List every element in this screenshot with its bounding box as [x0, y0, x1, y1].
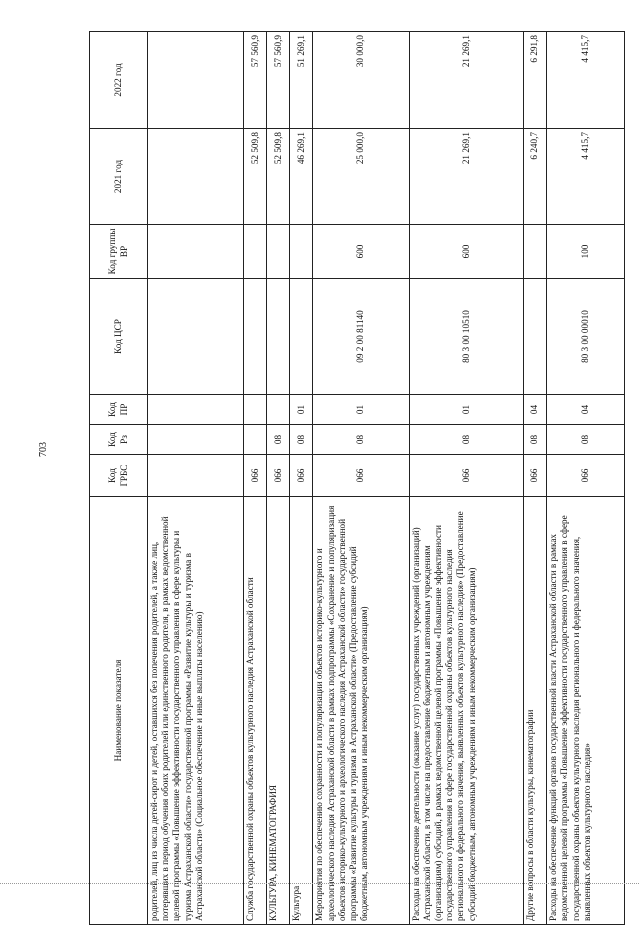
cell-grbs: 066	[267, 455, 290, 497]
cell-vr	[267, 225, 290, 279]
cell-csr: 80 3 00 10510	[409, 279, 523, 395]
header-csr: Код ЦСР	[90, 279, 148, 395]
table-row	[547, 32, 625, 925]
cell-name: Мероприятия по обеспечению сохранности и популяризации объектов историко-культурного и археологического наследия Астраханской области в рамках подпрограммы «Сохранение и популяризация объектов историко-культурного и археологического наследия Астраханской области» государственной программы «Развитие культуры и туризма в Астраханской области» (Предоставление субсидий бюджетным, автономным учреждениям и иным некоммерческим организациям)	[313, 497, 409, 925]
cell-grbs: 066	[547, 455, 625, 497]
cell-csr	[290, 279, 313, 395]
cell-pr: 01	[409, 395, 523, 425]
cell-name: Служба государственной охраны объектов культурного наследия Астраханской области	[244, 497, 267, 925]
cell-grbs	[148, 455, 244, 497]
cell-y2022	[148, 32, 244, 129]
cell-pr: 04	[523, 395, 546, 425]
header-pr: Код ПР	[90, 395, 148, 425]
cell-y2021: 21 269,1	[409, 129, 523, 225]
cell-vr: 600	[409, 225, 523, 279]
cell-pr: 04	[547, 395, 625, 425]
budget-table-rotated	[89, 32, 625, 925]
cell-name: Расходы на обеспечение деятельности (оказание услуг) государственных учреждений (организаций) Астраханской области, в том числе на предоставление бюджетным и автономным учреждениям (организациям) субсидий, в рамках ведомственной целевой программы «Повышение эффективности государственного управления в сфере государственной охраны объектов культурного наследия регионального и федерального значения, выявленных объектов культурного наследия» (Предоставление субсидий бюджетным, автономным учреждениям и иным некоммерческим организациям)	[409, 497, 523, 925]
cell-grbs: 066	[409, 455, 523, 497]
table-row	[409, 32, 523, 925]
table-row	[290, 32, 313, 925]
table-row	[244, 32, 267, 925]
cell-csr: 09 2 00 81140	[313, 279, 409, 395]
cell-rz: 08	[547, 425, 625, 455]
cell-pr: 01	[313, 395, 409, 425]
cell-vr	[290, 225, 313, 279]
cell-vr: 100	[547, 225, 625, 279]
cell-vr	[148, 225, 244, 279]
cell-grbs: 066	[523, 455, 546, 497]
cell-y2021: 52 509,8	[244, 129, 267, 225]
cell-vr	[244, 225, 267, 279]
cell-name: родителей, лиц из числа детей-сирот и детей, оставшихся без попечения родителей, а также лиц, потерявших в период обучения обоих родителей или единственного родителя, в рамках ведомственной целевой программы «Повышение эффективности государственного управления в сфере культуры и туризма Астраханской области» государственной программы «Развитие культуры и туризма в Астраханской области» (Социальное обеспечение и иные выплаты населению)	[148, 497, 244, 925]
table-row	[523, 32, 546, 925]
cell-rz: 08	[409, 425, 523, 455]
header-2021: 2021 год	[90, 129, 148, 225]
cell-name: Расходы на обеспечение функций органов государственной власти Астраханской области в рамках ведомственной целевой программы «Повышение эффективности государственного управления в сфере государственной охраны объектов культурного наследия регионального и федерального значения, выявленных объектов культурного наследия»	[547, 497, 625, 925]
cell-grbs: 066	[244, 455, 267, 497]
table-row	[148, 32, 244, 925]
cell-vr: 600	[313, 225, 409, 279]
cell-csr	[244, 279, 267, 395]
cell-y2022: 51 269,1	[290, 32, 313, 129]
cell-y2021: 25 000,0	[313, 129, 409, 225]
cell-y2022: 57 560,9	[267, 32, 290, 129]
header-grbs: Код ГРБС	[90, 455, 148, 497]
cell-rz: 08	[313, 425, 409, 455]
cell-y2022: 21 269,1	[409, 32, 523, 129]
header-rz: Код Рз	[90, 425, 148, 455]
cell-y2022: 57 560,9	[244, 32, 267, 129]
cell-y2021	[148, 129, 244, 225]
cell-pr	[148, 395, 244, 425]
header-vr: Код группы ВР	[90, 225, 148, 279]
cell-name: Другие вопросы в области культуры, кинематографии	[523, 497, 546, 925]
budget-table	[89, 31, 625, 925]
header-row	[90, 32, 148, 925]
cell-csr	[523, 279, 546, 395]
cell-rz	[148, 425, 244, 455]
cell-pr: 01	[290, 395, 313, 425]
cell-y2022: 30 000,0	[313, 32, 409, 129]
header-name: Наименование показателя	[90, 497, 148, 925]
cell-pr	[244, 395, 267, 425]
cell-grbs: 066	[313, 455, 409, 497]
cell-rz: 08	[523, 425, 546, 455]
cell-grbs: 066	[290, 455, 313, 497]
cell-csr: 80 3 00 00010	[547, 279, 625, 395]
cell-y2021: 46 269,1	[290, 129, 313, 225]
cell-y2021: 52 509,8	[267, 129, 290, 225]
header-2022: 2022 год	[90, 32, 148, 129]
cell-csr	[267, 279, 290, 395]
cell-csr	[148, 279, 244, 395]
cell-pr	[267, 395, 290, 425]
cell-name: Культура	[290, 497, 313, 925]
cell-vr	[523, 225, 546, 279]
page-number: 703	[38, 442, 49, 457]
cell-name: КУЛЬТУРА, КИНЕМАТОГРАФИЯ	[267, 497, 290, 925]
cell-y2021: 6 240,7	[523, 129, 546, 225]
cell-rz: 08	[267, 425, 290, 455]
cell-y2022: 4 415,7	[547, 32, 625, 129]
cell-rz: 08	[290, 425, 313, 455]
cell-y2022: 6 291,8	[523, 32, 546, 129]
cell-rz	[244, 425, 267, 455]
table-body	[148, 32, 625, 925]
cell-y2021: 4 415,7	[547, 129, 625, 225]
bottom-rule	[0, 883, 639, 884]
table-row	[267, 32, 290, 925]
table-row	[313, 32, 409, 925]
